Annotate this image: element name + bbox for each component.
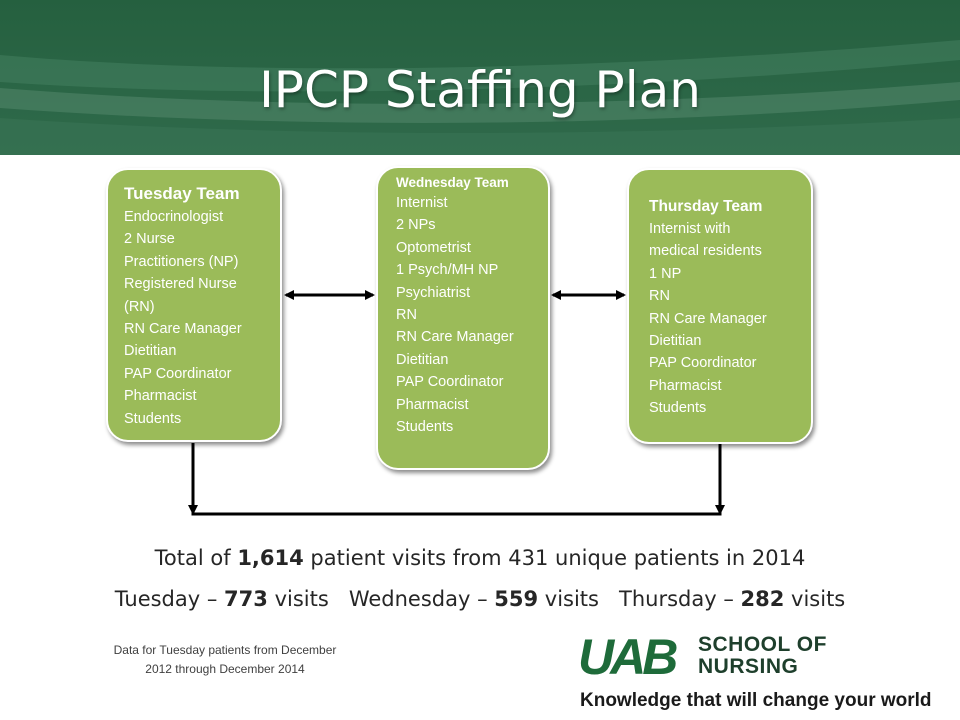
team-member: PAP Coordinator [396,374,504,391]
thursday-visits-prefix: Thursday – [619,587,741,611]
team-member: RN Care Manager [124,321,242,338]
total-suffix: patient visits from 431 unique patients in 2014 [303,546,806,570]
tuesday-visits-value: 773 [224,587,268,611]
tuesday-team-box [106,168,282,442]
team-member: PAP Coordinator [124,365,232,382]
team-member: Optometrist [396,239,471,256]
tuesday-visits-suffix: visits [267,587,349,611]
team-member: Pharmacist [396,396,469,413]
total-visits-value: 1,614 [237,546,304,570]
thursday-visits-value: 282 [740,587,785,611]
footnote-line-1: Data for Tuesday patients from December [113,643,337,657]
team-member: PAP Coordinator [649,355,757,372]
team-member: RN [396,307,417,324]
team-member: 2 NPs [396,217,436,234]
team-member: Pharmacist [649,377,722,394]
thursday-visits-suffix: visits [784,587,846,611]
logo-nursing-line: NURSING [698,655,799,678]
team-member: Internist [396,195,448,211]
team-member: Pharmacist [124,388,197,405]
team-member: Endocrinologist [124,209,224,225]
wednesday-visits-suffix: visits [538,587,620,611]
team-member: RN Care Manager [649,310,767,327]
wednesday-team-members [396,192,540,438]
wednesday-team-title: Wednesday Team [396,175,509,190]
data-footnote [80,641,370,679]
daily-visits-line [0,585,960,613]
uab-logo-mark: UAB [578,629,675,685]
team-member: RN Care Manager [396,329,514,346]
thursday-team-title: Thursday Team [649,198,763,215]
page-title: IPCP Staffing Plan [259,61,701,119]
team-member: Dietitian [649,333,702,350]
logo-tagline: Knowledge that will change your world [580,690,932,711]
wednesday-team-box [376,166,550,470]
uab-nursing-logo [578,630,938,714]
team-member: Psychiatrist [396,284,471,301]
tuesday-team-members [124,206,270,430]
team-member: 2 Nurse [124,231,175,248]
team-member: Dietitian [396,351,449,368]
team-member: Students [649,400,707,417]
team-member: Practitioners (NP) [124,253,239,270]
team-member: Students [124,410,182,427]
team-member: Registered Nurse [124,276,237,293]
team-member: medical residents [649,243,762,260]
wednesday-visits-value: 559 [494,587,539,611]
footnote-line-2: 2012 through December 2014 [145,662,305,676]
tuesday-team-title: Tuesday Team [124,184,240,203]
logo-school-line: SCHOOL OF [698,633,827,656]
wednesday-visits-prefix: Wednesday – [348,587,495,611]
team-member: RN [649,288,670,305]
team-member: 1 Psych/MH NP [396,262,499,279]
tuesday-visits-prefix: Tuesday – [114,587,225,611]
team-member: 1 NP [649,265,682,282]
total-prefix: Total of [154,546,238,570]
team-member: (RN) [124,298,155,315]
team-member: Dietitian [124,343,177,360]
thursday-team-box [627,168,813,444]
total-visits-line [0,544,960,572]
team-member: Students [396,419,454,436]
team-member: Internist with [649,221,731,237]
thursday-team-members [649,218,803,420]
